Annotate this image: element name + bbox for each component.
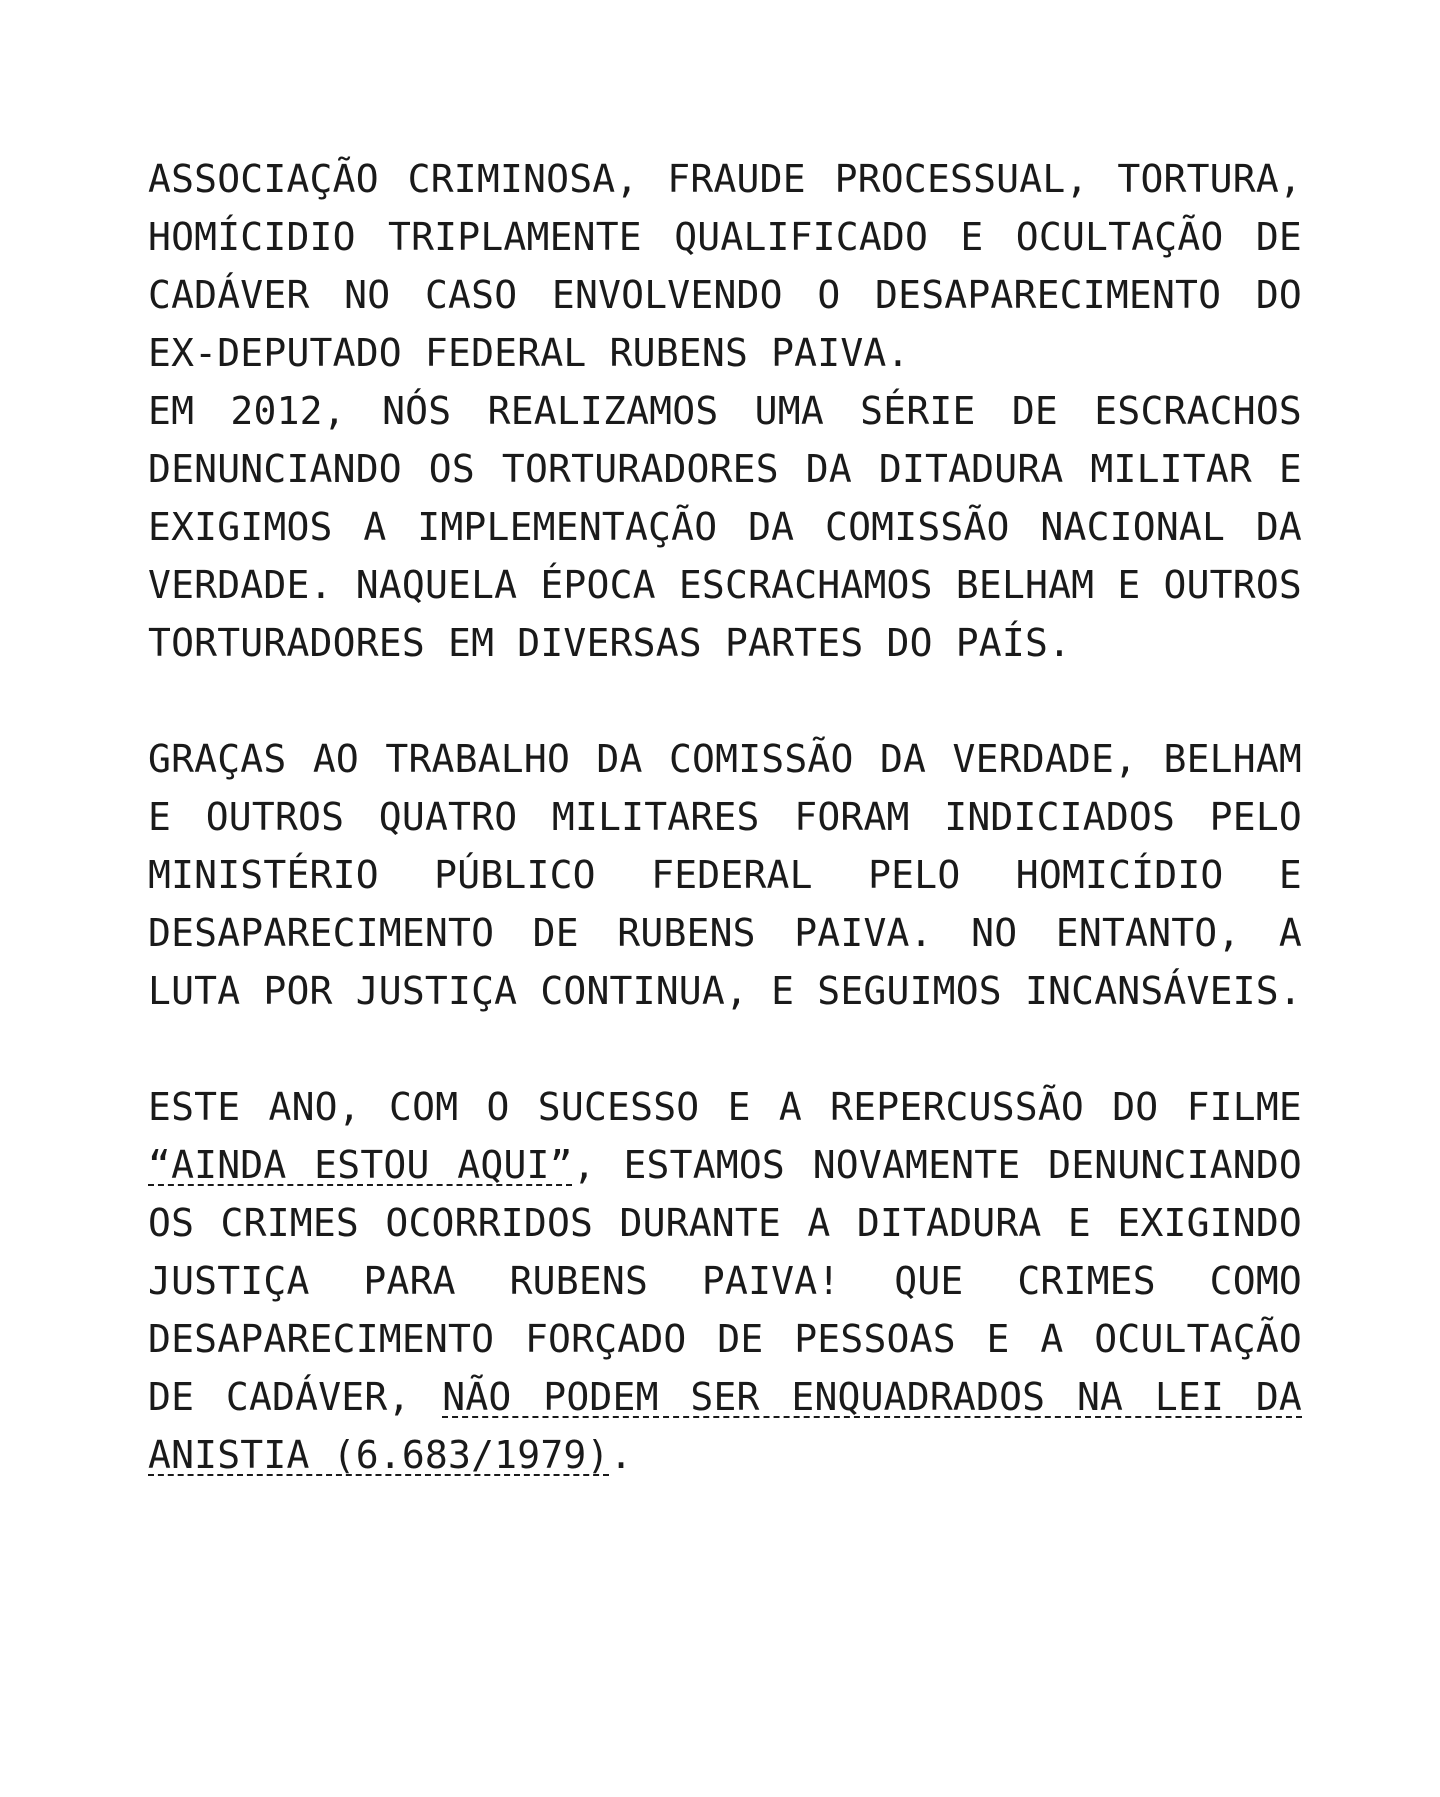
paragraph-escrachos-2012: EM 2012, NÓS REALIZAMOS UMA SÉRIE DE ESCRACHOS DENUNCIANDO OS TORTURADORES DA DITADURA MILITAR E EXIGIMOS A IMPLEMENTAÇÃO DA COMISSÃO NACIONAL DA VERDADE. NAQUELA ÉPOCA ESCRACHAMOS BELHAM E OUTROS TORTURADORES EM DIVERSAS PARTES DO PAÍS. xyxy=(148,389,1302,665)
film-title: “AINDA ESTOU AQUI” xyxy=(148,1143,573,1187)
law-statement: NÃO PODEM SER ENQUADRADOS NA LEI DA ANISTIA (6.683/1979) xyxy=(148,1375,1303,1477)
paragraph-text: , ESTAMOS NOVAMENTE DENUNCIANDO OS CRIMES OCORRIDOS DURANTE A DITADURA E EXIGINDO JUSTIÇA PARA RUBENS PAIVA! QUE CRIMES COMO DESAPARECIMENTO FORÇADO DE PESSOAS E A OCULTAÇÃO DE CADÁVER, xyxy=(148,1143,1302,1419)
paragraph-gap xyxy=(148,1020,1302,1078)
paragraph-comissao-verdade: GRAÇAS AO TRABALHO DA COMISSÃO DA VERDADE, BELHAM E OUTROS QUATRO MILITARES FORAM INDICIADOS PELO MINISTÉRIO PÚBLICO FEDERAL PELO HOMICÍDIO E DESAPARECIMENTO DE RUBENS PAIVA. NO ENTANTO, A LUTA POR JUSTIÇA CONTINUA, E SEGUIMOS INCANSÁVEIS. xyxy=(148,737,1302,1013)
paragraph-gap xyxy=(148,672,1302,730)
paragraph-crimes-list: ASSOCIAÇÃO CRIMINOSA, FRAUDE PROCESSUAL, TORTURA, HOMÍCIDIO TRIPLAMENTE QUALIFICADO E OCULTAÇÃO DE CADÁVER NO CASO ENVOLVENDO O DESAPARECIMENTO DO EX-DEPUTADO FEDERAL RUBENS PAIVA. xyxy=(148,157,1302,375)
paragraph-ainda-estou-aqui xyxy=(148,1078,1302,1484)
paragraph-text: ESTE ANO, COM O SUCESSO E A REPERCUSSÃO DO FILME xyxy=(148,1085,1302,1129)
paragraph-text: . xyxy=(609,1433,633,1477)
document-body xyxy=(148,150,1302,1484)
